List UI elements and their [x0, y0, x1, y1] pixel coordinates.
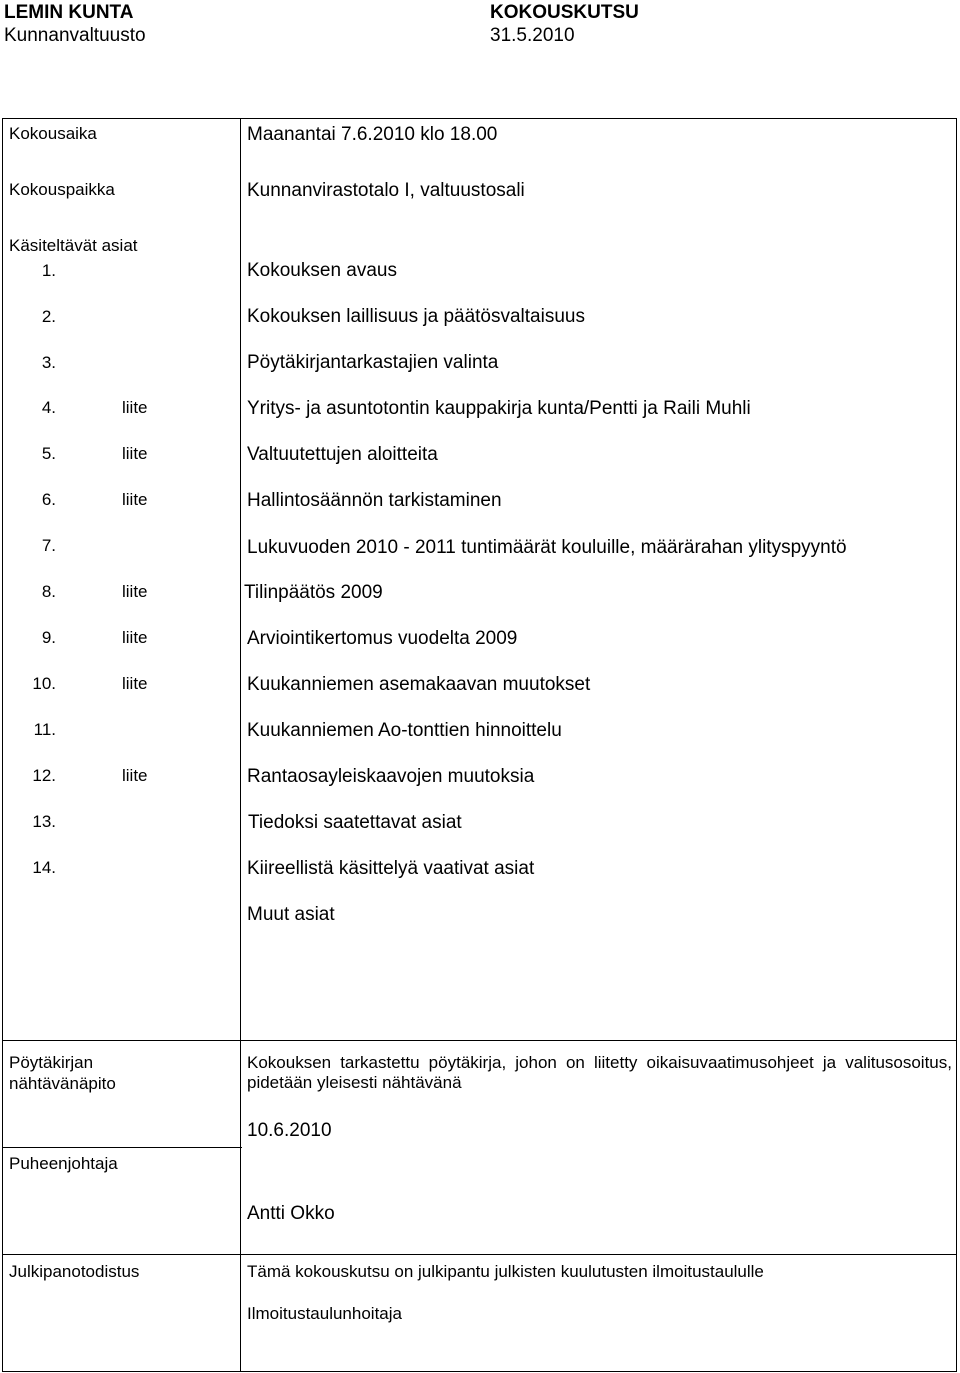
agenda-number: 1.	[41, 261, 56, 280]
agenda-item-title: Yritys- ja asuntotontin kauppakirja kunta/Pentti ja Raili Muhli	[247, 398, 751, 419]
agenda-number: 4.	[41, 398, 56, 417]
agenda-item-title: Rantaosayleiskaavojen muutoksia	[247, 766, 535, 787]
attachment-marker: liite	[122, 444, 148, 463]
agenda-other-items: Muut asiat	[247, 904, 335, 925]
chair-label: Puheenjohtaja	[9, 1154, 118, 1173]
table-bottom-border	[2, 1371, 957, 1372]
agenda-item-title: Valtuutettujen aloitteita	[247, 444, 438, 465]
notice-board-keeper: Ilmoitustaulunhoitaja	[247, 1304, 402, 1323]
agenda-item-title: Tilinpäätös 2009	[244, 582, 383, 603]
agenda-number: 8.	[41, 582, 56, 601]
agenda-item-title: Kokouksen avaus	[247, 260, 397, 281]
agenda-label: Käsiteltävät asiat	[9, 236, 138, 255]
agenda-item-title: Lukuvuoden 2010 - 2011 tuntimäärät kouluille, määrärahan ylityspyyntö	[247, 537, 847, 558]
attachment-marker: liite	[122, 674, 148, 693]
meeting-place-label: Kokouspaikka	[9, 180, 115, 199]
agenda-number: 13.	[32, 812, 56, 831]
publication-label: Julkipanotodistus	[9, 1262, 140, 1281]
agenda-number: 14.	[32, 858, 56, 877]
attachment-marker: liite	[122, 582, 148, 601]
agenda-item-title: Kokouksen laillisuus ja päätösvaltaisuus	[247, 306, 585, 327]
section-divider-publication	[2, 1254, 957, 1255]
minutes-text: Kokouksen tarkastettu pöytäkirja, johon on liitetty oikaisuvaatimusohjeet ja valitusosoitus, pidetään yleisesti nähtävänä	[247, 1053, 952, 1092]
publication-text: Tämä kokouskutsu on julkipantu julkisten kuulutusten ilmoitustaululle	[247, 1262, 764, 1281]
agenda-item-title: Kuukanniemen asemakaavan muutokset	[247, 674, 591, 695]
agenda-item-title: Hallintosäännön tarkistaminen	[247, 490, 502, 511]
document-type: KOKOUSKUTSU	[490, 2, 639, 23]
chair-name: Antti Okko	[247, 1203, 335, 1224]
attachment-marker: liite	[122, 766, 148, 785]
minutes-date: 10.6.2010	[247, 1120, 332, 1141]
document-date: 31.5.2010	[490, 25, 575, 46]
section-divider-minutes	[2, 1040, 957, 1041]
table-left-border	[2, 118, 3, 1371]
minutes-label-line2: nähtävänäpito	[9, 1074, 116, 1093]
attachment-marker: liite	[122, 628, 148, 647]
agenda-number: 6.	[41, 490, 56, 509]
attachment-marker: liite	[122, 490, 148, 509]
agenda-number: 3.	[41, 353, 56, 372]
agenda-number: 2.	[41, 307, 56, 326]
org-name: LEMIN KUNTA	[4, 2, 134, 23]
agenda-item-title: Tiedoksi saatettavat asiat	[248, 812, 462, 833]
agenda-number: 11.	[33, 720, 56, 739]
agenda-item-title: Arviointikertomus vuodelta 2009	[247, 628, 518, 649]
meeting-time-value: Maanantai 7.6.2010 klo 18.00	[247, 124, 498, 145]
meeting-time-label: Kokousaika	[9, 124, 97, 143]
meeting-place-value: Kunnanvirastotalo I, valtuustosali	[247, 180, 525, 201]
agenda-number: 10.	[32, 674, 56, 693]
agenda-number: 5.	[41, 444, 56, 463]
agenda-item-title: Pöytäkirjantarkastajien valinta	[247, 352, 499, 373]
table-right-border	[956, 118, 957, 1371]
minutes-label-line1: Pöytäkirjan	[9, 1053, 94, 1072]
attachment-marker: liite	[122, 398, 148, 417]
table-top-border	[2, 118, 957, 119]
column-divider	[240, 118, 241, 1371]
agenda-item-title: Kiireellistä käsittelyä vaativat asiat	[247, 858, 535, 879]
agenda-number: 7.	[41, 536, 56, 555]
section-divider-chair	[2, 1147, 242, 1148]
agenda-item-title: Kuukanniemen Ao-tonttien hinnoittelu	[247, 720, 562, 741]
agenda-number: 12.	[32, 766, 56, 785]
agenda-number: 9.	[41, 628, 56, 647]
body-name: Kunnanvaltuusto	[4, 25, 146, 46]
